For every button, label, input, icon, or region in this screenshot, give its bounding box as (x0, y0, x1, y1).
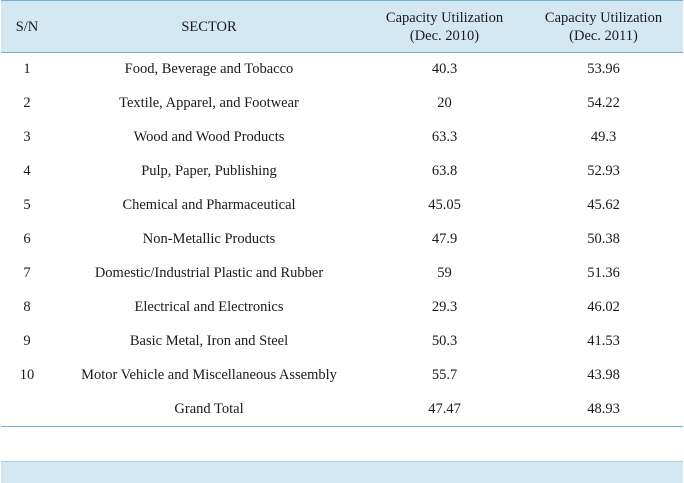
cell-sn: 2 (23, 95, 31, 111)
cell-capacity-2010: 20 (437, 95, 452, 111)
cell-sn: 9 (23, 333, 31, 349)
header-capacity-2010 (365, 1, 524, 53)
cell-capacity-2010: 47.9 (431, 231, 458, 247)
cell-sector: Textile, Apparel, and Footwear (119, 95, 299, 111)
cell-capacity-2010: 63.8 (431, 163, 458, 179)
cell-sector: Pulp, Paper, Publishing (141, 163, 277, 179)
header-capacity-2010-line1: Capacity Utilization (385, 9, 504, 26)
table-row (1, 53, 683, 87)
cell-sector: Basic Metal, Iron and Steel (129, 333, 289, 349)
cell-capacity-2011: 52.93 (587, 163, 620, 179)
cell-capacity-2011: 45.62 (587, 197, 620, 213)
table-row (1, 189, 683, 223)
grand-total-row (1, 393, 683, 427)
table-row (1, 257, 683, 291)
cell-capacity-2010: 40.3 (431, 61, 458, 78)
capacity-utilization-table (1, 0, 683, 427)
cell-capacity-2011: 50.38 (587, 231, 620, 247)
table-row (1, 291, 683, 325)
header-row (1, 1, 683, 53)
cell-sector: Chemical and Pharmaceutical (122, 197, 296, 213)
cell-capacity-2010: 63.3 (431, 129, 458, 145)
cell-sn: 8 (23, 299, 31, 315)
footer-band (1, 461, 683, 483)
grand-total-capacity-2010: 47.47 (365, 393, 524, 427)
table-row (1, 155, 683, 189)
header-capacity-2011-line2: (Dec. 2011) (569, 27, 638, 44)
cell-capacity-2011: 53.96 (587, 61, 620, 78)
cell-capacity-2011: 43.98 (587, 367, 620, 383)
cell-capacity-2011: 46.02 (587, 299, 620, 315)
cell-capacity-2011: 49.3 (590, 129, 617, 145)
cell-sn-empty (1, 393, 53, 427)
cell-sector: Non-Metallic Products (142, 231, 276, 247)
header-sector: SECTOR (53, 1, 365, 53)
cell-sector: Food, Beverage and Tobacco (124, 61, 294, 78)
cell-sn: 7 (23, 265, 31, 281)
table-row (1, 121, 683, 155)
header-sn: S/N (1, 1, 53, 53)
cell-sn: 5 (23, 197, 31, 213)
cell-capacity-2011: 51.36 (587, 265, 620, 281)
cell-sn: 10 (19, 367, 35, 383)
grand-total-capacity-2011: 48.93 (524, 393, 683, 427)
header-capacity-2011 (524, 1, 683, 53)
table-row (1, 87, 683, 121)
cell-sector: Electrical and Electronics (134, 299, 284, 315)
cell-sector: Wood and Wood Products (133, 129, 285, 145)
table-row (1, 359, 683, 393)
table-body (1, 53, 683, 427)
grand-total-label: Grand Total (53, 393, 365, 427)
cell-sn: 4 (23, 163, 31, 179)
cell-sn: 1 (23, 61, 31, 78)
cell-capacity-2010: 59 (437, 265, 452, 281)
cell-capacity-2010: 55.7 (431, 367, 458, 383)
table-header (1, 1, 683, 53)
cell-capacity-2010: 45.05 (428, 197, 461, 213)
table-row (1, 223, 683, 257)
cell-sector: Domestic/Industrial Plastic and Rubber (94, 265, 324, 281)
cell-capacity-2010: 29.3 (431, 299, 458, 315)
cell-capacity-2011: 41.53 (587, 333, 620, 349)
cell-capacity-2010: 50.3 (431, 333, 458, 349)
cell-sn: 6 (23, 231, 31, 247)
cell-sector: Motor Vehicle and Miscellaneous Assembly (81, 367, 337, 383)
cell-capacity-2011: 54.22 (587, 95, 620, 111)
table-row (1, 325, 683, 359)
cell-sn: 3 (23, 129, 31, 145)
header-capacity-2011-line1: Capacity Utilization (544, 9, 663, 26)
header-capacity-2010-line2: (Dec. 2010) (409, 27, 480, 44)
